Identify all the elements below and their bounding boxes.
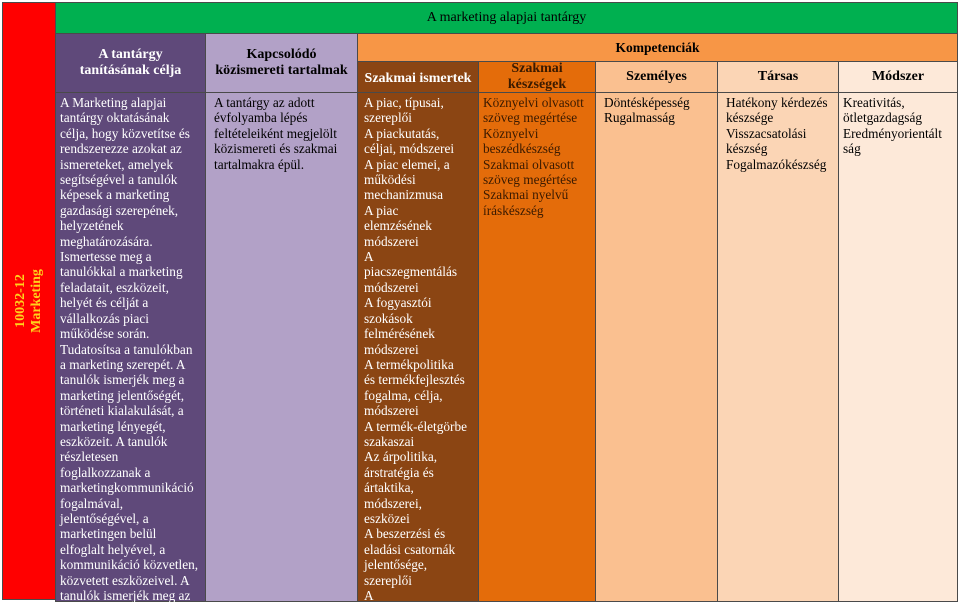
text-line: feltételeiként megjelölt xyxy=(214,125,337,141)
text-line: Fogalmazókészség xyxy=(726,156,827,172)
text-line: történeti kialakulását, a xyxy=(60,403,184,419)
text-line: a marketing szerepét. A xyxy=(60,356,186,372)
text-line: feladatait, eszközeit, xyxy=(60,279,169,295)
text-line: kommunikáció közvetlen, xyxy=(60,557,199,573)
text-line: vállalkozás piaci xyxy=(60,310,149,326)
text-line: marketing jelentőségét, xyxy=(60,387,185,403)
text-line: A piac elemei, a xyxy=(364,156,450,172)
text-line: marketingkommunikáció xyxy=(60,480,194,496)
text-line: A piac, típusai, xyxy=(364,95,444,110)
text-line: A beszerzési és xyxy=(364,526,446,542)
text-line: foglalkozzanak a xyxy=(60,464,151,480)
text-line: meghatározására. xyxy=(60,233,153,249)
text-line: tanulókkal a marketing xyxy=(60,264,183,280)
text-line: tanulók ismerjék meg a xyxy=(60,372,185,388)
text-line: céljai, módszerei xyxy=(364,141,455,157)
skills-text xyxy=(478,92,596,602)
header-method: Módszer xyxy=(838,61,958,93)
text-line: marketing lényegét, xyxy=(60,418,166,434)
module-label xyxy=(13,269,45,333)
text-line: felmérésének xyxy=(364,326,435,342)
module-name: Marketing xyxy=(29,269,45,333)
text-line: A termékpolitika xyxy=(364,356,454,372)
text-line: szöveg megértése xyxy=(483,110,578,126)
header-personal: Személyes xyxy=(595,61,718,93)
text-line: ötletgazdagság xyxy=(843,110,923,126)
text-line: Köznyelvi olvasott xyxy=(483,95,584,110)
text-line: eszközei xyxy=(364,510,410,526)
text-line: ártaktika, xyxy=(364,480,414,496)
text-line: Kreativitás, xyxy=(843,95,905,110)
personal-text xyxy=(595,92,718,602)
text-line: készsége xyxy=(726,110,774,126)
text-line: elfoglalt helyével, a xyxy=(60,541,166,557)
text-line: marketingen belül xyxy=(60,526,157,542)
text-line: és termékfejlesztés xyxy=(364,372,465,388)
text-line: közvetett eszközeivel. A xyxy=(60,572,190,588)
text-line: Az árpolitika, xyxy=(364,449,438,465)
text-line: Köznyelvi xyxy=(483,125,539,141)
text-line: árstratégia és xyxy=(364,464,434,480)
text-line: Eredményorientált xyxy=(843,125,942,141)
header-goal: A tantárgy tanításának célja xyxy=(55,33,206,93)
text-line: A piac xyxy=(364,202,399,218)
text-line: szöveg megértése xyxy=(483,172,578,188)
text-line: Hatékony kérdezés xyxy=(726,95,828,110)
text-line: működése során. xyxy=(60,326,150,342)
text-line: Szakmai olvasott xyxy=(483,156,575,172)
text-line: Visszacsatolási xyxy=(726,125,807,141)
text-line: eszközeit. A tanulók xyxy=(60,433,168,449)
text-line: helyzetének xyxy=(60,218,124,234)
text-line: A Marketing alapjai xyxy=(60,95,167,110)
subject-title: A marketing alapjai tantárgy xyxy=(55,2,958,34)
text-line: segítségével a tanulók xyxy=(60,172,178,188)
text-line: képesek a marketing xyxy=(60,187,170,203)
text-line: piacszegmentálás xyxy=(364,264,458,280)
text-line: A piackutatás, xyxy=(364,125,440,141)
text-line: módszerei xyxy=(364,233,419,249)
text-line: tartalmakra épül. xyxy=(214,156,305,172)
text-line: jelentősége, xyxy=(364,557,428,573)
text-line: módszerei xyxy=(364,341,419,357)
text-line: Döntésképesség xyxy=(604,95,690,110)
text-line: módszerei xyxy=(364,279,419,295)
header-competencies: Kompetenciák xyxy=(357,33,958,62)
social-text xyxy=(717,92,839,602)
text-line: szakaszai xyxy=(364,433,415,449)
text-line: készség xyxy=(726,141,768,157)
text-line: jelentőségével, a xyxy=(60,510,149,526)
text-line: íráskészség xyxy=(483,202,544,218)
text-line: szereplői xyxy=(364,110,412,126)
text-line: módszerei, xyxy=(364,495,422,511)
text-line: Ismertesse meg a xyxy=(60,249,152,265)
text-line: Szakmai nyelvű xyxy=(483,187,569,203)
text-line: Tudatosítsa a tanulókban xyxy=(60,341,193,357)
text-line: célja, hogy közvetítse és xyxy=(60,125,190,141)
text-line: módszerei xyxy=(364,403,419,419)
text-line: közismereti és szakmai xyxy=(214,141,338,157)
header-skills: Szakmai készségek xyxy=(478,61,596,93)
text-line: évfolyamba lépés xyxy=(214,110,308,126)
text-line: A termék-életgörbe xyxy=(364,418,468,434)
goal-text xyxy=(55,92,206,602)
text-line: tanulók ismerjék meg az xyxy=(60,588,191,603)
text-line: A tantárgy az adott xyxy=(214,95,315,110)
text-line: szokások xyxy=(364,310,413,326)
header-social: Társas xyxy=(717,61,839,93)
text-line: A xyxy=(364,249,374,265)
related-text xyxy=(205,92,358,602)
text-line: fogalmával, xyxy=(60,495,124,511)
text-line: A fogyasztói xyxy=(364,295,432,311)
text-line: A xyxy=(364,588,374,603)
text-line: rendszerezze azokat az xyxy=(60,141,182,157)
module-code: 10032-12 xyxy=(13,274,29,328)
text-line: szereplői xyxy=(364,572,412,588)
text-line: helyét és célját a xyxy=(60,295,149,311)
header-related: Kapcsolódó közismereti tartalmak xyxy=(205,33,358,93)
module-code-cell xyxy=(2,2,56,600)
text-line: mechanizmusa xyxy=(364,187,444,203)
text-line: beszédkészség xyxy=(483,141,561,157)
text-line: Rugalmasság xyxy=(604,110,675,126)
text-line: elemzésének xyxy=(364,218,432,234)
text-line: eladási csatornák xyxy=(364,541,456,557)
text-line: ismereteket, amelyek xyxy=(60,156,173,172)
knowledge-text xyxy=(357,92,479,602)
text-line: ság xyxy=(843,141,861,157)
method-text xyxy=(838,92,958,602)
header-knowledge: Szakmai ismertek xyxy=(357,61,479,93)
text-line: részletesen xyxy=(60,449,119,465)
text-line: működési xyxy=(364,172,416,188)
text-line: tantárgy oktatásának xyxy=(60,110,170,126)
text-line: fogalma, célja, xyxy=(364,387,443,403)
text-line: gazdasági szerepének, xyxy=(60,202,179,218)
